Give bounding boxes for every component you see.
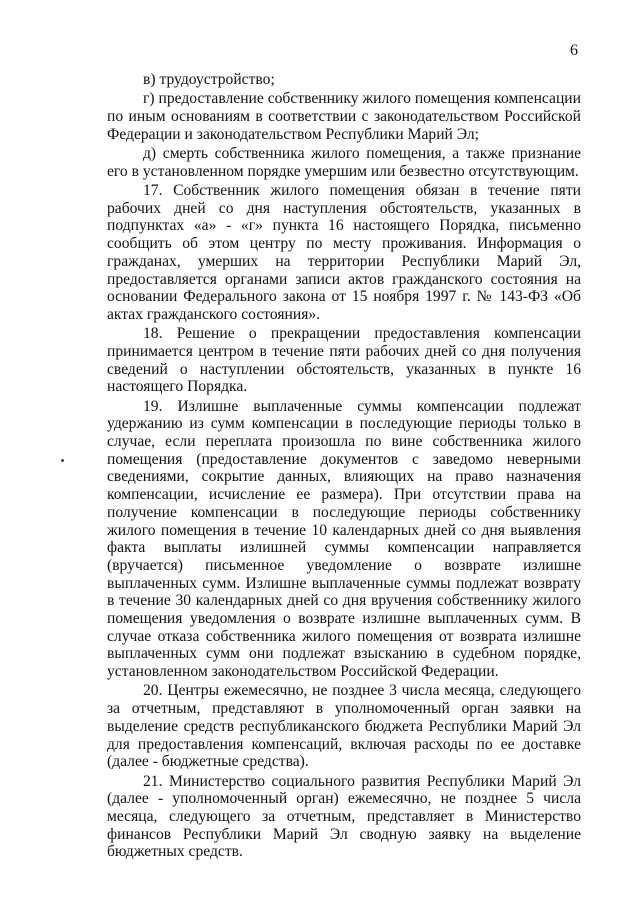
- paragraph-17: 17. Собственник жилого помещения обязан в течение пяти рабочих дней со дня наступления обстоятельств, указанных в подпунктах «а» - «г» пункта 16 настоящего Порядка, письменно сообщить об этом центру по месту проживания. Информация о гражданах, умерших на территории Республики Марий Эл, предоставляется органами записи актов гражданского состояния на основании Федерального закона от 15 ноября 1997 г. № 143-ФЗ «Об актах гражданского состояния».: [107, 182, 581, 323]
- paragraph-18: 18. Решение о прекращении предоставления компенсации принимается центром в течение пяти рабочих дней со дня получения сведений о наступлении обстоятельств, указанных в пункте 16 настоящего Порядка.: [107, 325, 581, 396]
- paragraph-19: 19. Излишне выплаченные суммы компенсации подлежат удержанию из сумм компенсации в последующие периоды только в случае, если переплата произошла по вине собственника жилого помещения (предоставление документов с заведомо неверными сведениями, сокрытие данных, влияющих на право назначения компенсации, исчисление ее размера). При отсутствии права на получение компенсации в последующие периоды собственнику жилого помещения в течение 10 календарных дней со дня выявления факта выплаты излишней суммы компенсации направляется (вручается) письменное уведомление о возврате излишне выплаченных сумм. Излишне выплаченные суммы подлежат возврату в течение 30 календарных дней со дня вручения собственнику жилого помещения уведомления о возврате излишне выплаченных сумм. В случае отказа собственника жилого помещения от возврата излишне выплаченных сумм они подлежат взысканию в судебном порядке, установленном законодательством Российской Федерации.: [107, 397, 581, 681]
- paragraph-item-v: в) трудоустройство;: [143, 71, 275, 88]
- scan-mark: [61, 459, 64, 462]
- paragraph-item-d: д) смерть собственника жилого помещения, а также признание его в установленном порядке умершим или безвестно отсутствующим.: [107, 145, 581, 180]
- paragraph-21: 21. Министерство социального развития Республики Марий Эл (далее - уполномоченный орган) ежемесячно, не позднее 5 числа месяца, следующего за отчетным, представляет в Министерство финансов Республики Марий Эл сводную заявку на выделение бюджетных средств.: [107, 772, 581, 861]
- document-body: [107, 71, 581, 863]
- paragraph-item-g: г) предоставление собственнику жилого помещения компенсации по иным основаниям в соответствии с законодательством Российской Федерации и законодательством Республики Марий Эл;: [107, 90, 581, 143]
- page-number: 6: [570, 42, 578, 59]
- paragraph-20: 20. Центры ежемесячно, не позднее 3 числа месяца, следующего за отчетным, представляют в уполномоченный орган заявки на выделение средств республиканского бюджета Республики Марий Эл для предоставления компенсаций, включая расходы по ее доставке (далее - бюджетные средства).: [107, 682, 581, 771]
